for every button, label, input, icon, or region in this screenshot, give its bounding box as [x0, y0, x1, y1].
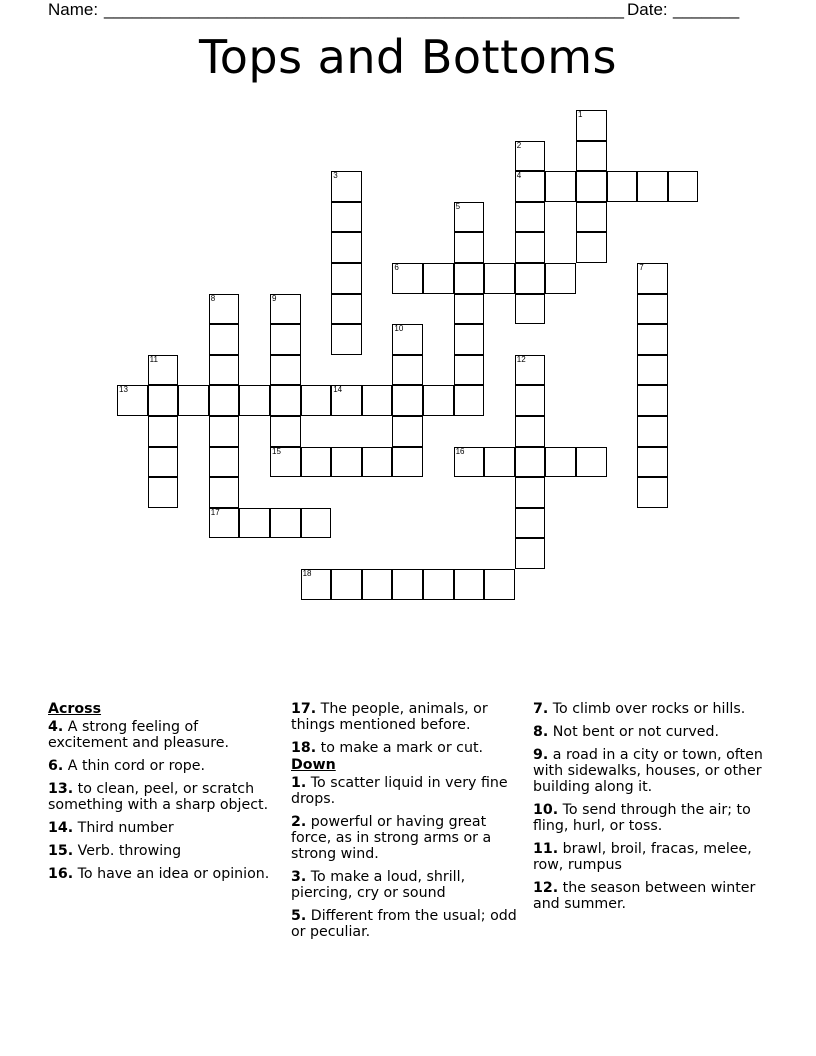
grid-cell[interactable] [270, 385, 301, 416]
grid-cell[interactable] [607, 171, 638, 202]
grid-cell[interactable] [545, 447, 576, 478]
grid-cell[interactable] [576, 171, 607, 202]
clue-text: A thin cord or rope. [63, 758, 206, 774]
name-blank[interactable]: _______________________________________________________ [104, 0, 625, 19]
clue-number: 17 [210, 507, 220, 517]
clue-item [533, 701, 768, 717]
clue-number-label: 13. [48, 781, 74, 797]
clue-number: 9 [272, 293, 277, 303]
clue-item [48, 843, 273, 859]
grid-cell[interactable] [423, 385, 454, 416]
clue-item [291, 869, 529, 901]
grid-cell[interactable] [301, 508, 332, 539]
grid-cell[interactable] [515, 202, 546, 233]
clue-item [533, 747, 768, 795]
grid-cell[interactable] [515, 263, 546, 294]
grid-cell[interactable] [331, 263, 362, 294]
grid-cell[interactable] [637, 385, 668, 416]
clue-item [48, 781, 273, 813]
grid-cell[interactable] [392, 447, 423, 478]
clue-text: To scatter liquid in very fine drops. [291, 775, 508, 807]
grid-cell[interactable] [515, 508, 546, 539]
grid-cell[interactable] [392, 416, 423, 447]
clue-number-label: 12. [533, 880, 559, 896]
grid-cell[interactable] [576, 110, 607, 141]
grid-cell[interactable] [148, 477, 179, 508]
grid-cell[interactable] [515, 477, 546, 508]
clue-number-label: 4. [48, 719, 64, 735]
clue-number: 12 [516, 354, 526, 364]
clues-column-3 [533, 701, 768, 919]
clue-number: 4 [516, 171, 522, 181]
grid-cell[interactable] [331, 324, 362, 355]
grid-cell[interactable] [637, 355, 668, 386]
grid-cell[interactable] [392, 569, 423, 600]
clue-text: The people, animals, or things mentioned before. [291, 701, 488, 733]
clue-text: Different from the usual; odd or peculiar. [291, 908, 517, 940]
grid-cell[interactable] [117, 385, 148, 416]
grid-cell[interactable] [576, 141, 607, 172]
clue-item [533, 802, 768, 834]
clue-text: to make a mark or cut. [316, 740, 484, 756]
grid-cell[interactable] [637, 171, 668, 202]
clue-number: 5 [455, 201, 461, 211]
date-blank[interactable]: _______ [673, 0, 740, 19]
clue-text: To have an idea or opinion. [73, 866, 270, 882]
grid-cell[interactable] [209, 324, 240, 355]
clue-number-label: 8. [533, 724, 549, 740]
clue-number-label: 6. [48, 758, 64, 774]
grid-cell[interactable] [515, 385, 546, 416]
grid-cell[interactable] [515, 171, 546, 202]
grid-cell[interactable] [454, 569, 485, 600]
clue-item [291, 775, 529, 807]
grid-cell[interactable] [454, 324, 485, 355]
grid-cell[interactable] [515, 141, 546, 172]
clue-number: 3 [333, 171, 338, 181]
clue-item [291, 701, 529, 733]
clue-item [291, 814, 529, 862]
grid-cell[interactable] [331, 202, 362, 233]
page-title: Tops and Bottoms [198, 30, 618, 84]
clue-number-label: 16. [48, 866, 74, 882]
clue-text: the season between winter and summer. [533, 880, 756, 912]
grid-cell[interactable] [576, 232, 607, 263]
clue-number-label: 14. [48, 820, 74, 836]
clue-number: 2 [516, 140, 522, 150]
clue-number-label: 2. [291, 814, 307, 830]
grid-cell[interactable] [178, 385, 209, 416]
grid-cell[interactable] [515, 232, 546, 263]
grid-cell[interactable] [423, 263, 454, 294]
grid-cell[interactable] [637, 477, 668, 508]
grid-cell[interactable] [362, 569, 393, 600]
grid-cell[interactable] [392, 263, 423, 294]
clue-number: 10 [394, 324, 404, 334]
clues-column-2 [291, 701, 529, 947]
clue-number: 14 [333, 385, 343, 395]
grid-cell[interactable] [454, 202, 485, 233]
grid-cell[interactable] [484, 569, 515, 600]
grid-cell[interactable] [239, 385, 270, 416]
grid-cell[interactable] [668, 171, 699, 202]
grid-cell[interactable] [392, 324, 423, 355]
clue-text: brawl, broil, fracas, melee, row, rumpus [533, 841, 752, 873]
grid-cell[interactable] [148, 355, 179, 386]
grid-cell[interactable] [148, 385, 179, 416]
grid-cell[interactable] [515, 416, 546, 447]
across-heading: Across [48, 701, 102, 717]
clue-text: a road in a city or town, often with sidewalks, houses, or other building along it. [533, 747, 763, 795]
clue-text: To make a loud, shrill, piercing, cry or sound [291, 869, 466, 901]
clue-number: 15 [272, 446, 281, 456]
grid-cell[interactable] [331, 569, 362, 600]
clue-item [48, 866, 273, 882]
clue-text: A strong feeling of excitement and pleasure. [48, 719, 229, 751]
clue-item [533, 841, 768, 873]
clue-text: to clean, peel, or scratch something with a sharp object. [48, 781, 269, 813]
date-label: Date: [627, 0, 673, 19]
clue-number-label: 10. [533, 802, 559, 818]
clue-number-label: 3. [291, 869, 307, 885]
clue-text: Third number [73, 820, 174, 836]
grid-cell[interactable] [576, 447, 607, 478]
clue-number: 8 [210, 293, 216, 303]
clue-number: 13 [119, 385, 128, 395]
grid-cell[interactable] [454, 447, 485, 478]
clue-text: powerful or having great force, as in strong arms or a strong wind. [291, 814, 492, 862]
grid-cell[interactable] [270, 508, 301, 539]
grid-cell[interactable] [209, 294, 240, 325]
grid-cell[interactable] [209, 447, 240, 478]
grid-cell[interactable] [454, 294, 485, 325]
clue-number: 1 [578, 110, 583, 119]
clue-number-label: 1. [291, 775, 307, 791]
grid-cell[interactable] [454, 355, 485, 386]
grid-cell[interactable] [637, 294, 668, 325]
grid-cell[interactable] [331, 447, 362, 478]
grid-cell[interactable] [637, 416, 668, 447]
grid-cell[interactable] [454, 232, 485, 263]
grid-cell[interactable] [545, 171, 576, 202]
grid-cell[interactable] [454, 263, 485, 294]
clue-item [48, 758, 273, 774]
clue-item [533, 724, 768, 740]
clue-item [48, 820, 273, 836]
down-heading: Down [291, 757, 336, 773]
grid-cell[interactable] [362, 447, 393, 478]
clue-number: 6 [394, 263, 399, 272]
grid-cell[interactable] [331, 232, 362, 263]
clue-number-label: 9. [533, 747, 549, 763]
grid-cell[interactable] [148, 416, 179, 447]
clue-number: 18 [302, 569, 312, 578]
grid-cell[interactable] [545, 263, 576, 294]
clue-item [533, 880, 768, 912]
grid-cell[interactable] [637, 263, 668, 294]
grid-cell[interactable] [209, 477, 240, 508]
grid-cell[interactable] [270, 416, 301, 447]
grid-cell[interactable] [392, 385, 423, 416]
clue-text: To send through the air; to fling, hurl, or toss. [533, 802, 751, 834]
clue-number-label: 17. [291, 701, 317, 717]
grid-cell[interactable] [239, 508, 270, 539]
grid-cell[interactable] [484, 447, 515, 478]
grid-cell[interactable] [637, 324, 668, 355]
grid-cell[interactable] [148, 447, 179, 478]
grid-cell[interactable] [331, 385, 362, 416]
clue-text: To climb over rocks or hills. [548, 701, 746, 717]
grid-cell[interactable] [209, 416, 240, 447]
grid-cell[interactable] [209, 508, 240, 539]
name-label: Name: [48, 0, 103, 19]
clue-text: Not bent or not curved. [548, 724, 719, 740]
clue-item [291, 740, 529, 756]
grid-cell[interactable] [515, 294, 546, 325]
grid-cell[interactable] [637, 447, 668, 478]
clue-item [48, 719, 273, 751]
grid-cell[interactable] [454, 385, 485, 416]
grid-cell[interactable] [576, 202, 607, 233]
grid-cell[interactable] [423, 569, 454, 600]
clue-text: Verb. throwing [73, 843, 182, 859]
clue-item [291, 908, 529, 940]
grid-cell[interactable] [209, 385, 240, 416]
clue-number: 7 [639, 263, 644, 272]
clue-number-label: 11. [533, 841, 559, 857]
grid-cell[interactable] [270, 294, 301, 325]
grid-cell[interactable] [515, 447, 546, 478]
grid-cell[interactable] [301, 447, 332, 478]
grid-cell[interactable] [270, 447, 301, 478]
clue-number-label: 18. [291, 740, 317, 756]
grid-cell[interactable] [270, 355, 301, 386]
grid-cell[interactable] [515, 355, 546, 386]
clue-number-label: 5. [291, 908, 307, 924]
clue-number: 16 [455, 446, 465, 456]
grid-cell[interactable] [209, 355, 240, 386]
clue-number: 11 [149, 354, 158, 364]
grid-cell[interactable] [270, 324, 301, 355]
grid-cell[interactable] [301, 569, 332, 600]
grid-cell[interactable] [301, 385, 332, 416]
grid-cell[interactable] [484, 263, 515, 294]
grid-cell[interactable] [362, 385, 393, 416]
grid-cell[interactable] [331, 171, 362, 202]
clue-number-label: 15. [48, 843, 74, 859]
clues-column-1 [48, 701, 273, 889]
grid-cell[interactable] [331, 294, 362, 325]
clue-number-label: 7. [533, 701, 549, 717]
grid-cell[interactable] [515, 538, 546, 569]
grid-cell[interactable] [392, 355, 423, 386]
